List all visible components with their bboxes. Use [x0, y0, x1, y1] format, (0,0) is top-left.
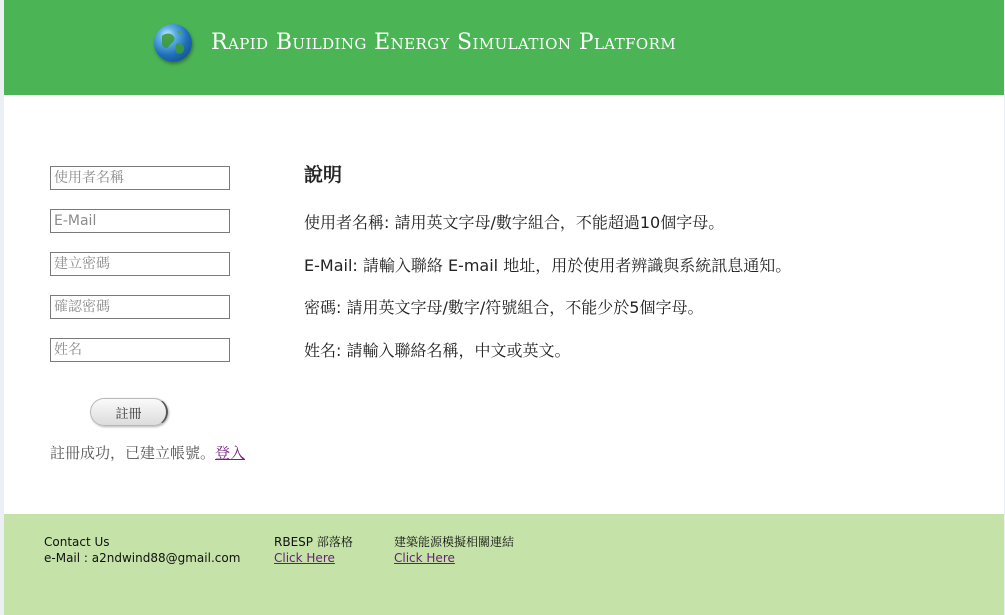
status-text: 註冊成功，已建立帳號。 — [50, 444, 216, 462]
footer-blog — [274, 534, 353, 566]
name-input[interactable] — [50, 338, 230, 362]
instruction-name: 姓名: 請輸入聯絡名稱，中文或英文。 — [304, 341, 571, 360]
contact-email: e-Mail : a2ndwind88@gmail.com — [44, 551, 241, 565]
instruction-username: 使用者名稱: 請用英文字母/數字組合，不能超過10個字母。 — [304, 213, 725, 232]
page-title: Rapid Building Energy Simulation Platform — [211, 30, 677, 55]
contact-title: Contact Us — [44, 535, 110, 549]
confirm-password-input[interactable] — [50, 295, 230, 319]
header-banner — [4, 0, 1004, 95]
password-input[interactable] — [50, 252, 230, 276]
related-links-title: 建築能源模擬相關連結 — [394, 535, 515, 549]
register-button[interactable]: 註冊 — [90, 398, 168, 426]
globe-icon — [154, 24, 192, 62]
blog-title: RBESP 部落格 — [274, 535, 353, 549]
username-input[interactable] — [50, 166, 230, 190]
related-links-link[interactable]: Click Here — [394, 551, 455, 565]
status-message — [50, 442, 310, 463]
email-input[interactable] — [50, 209, 230, 233]
page — [4, 0, 1004, 615]
login-link[interactable]: 登入 — [215, 444, 246, 462]
footer — [4, 514, 1004, 615]
footer-related-links — [394, 534, 514, 566]
instructions-heading: 說明 — [304, 164, 343, 186]
blog-link[interactable]: Click Here — [274, 551, 335, 565]
instruction-email: E-Mail: 請輸入聯絡 E-mail 地址，用於使用者辨識與系統訊息通知。 — [304, 256, 792, 275]
instruction-password: 密碼: 請用英文字母/數字/符號組合，不能少於5個字母。 — [304, 298, 704, 317]
footer-contact — [44, 534, 240, 566]
